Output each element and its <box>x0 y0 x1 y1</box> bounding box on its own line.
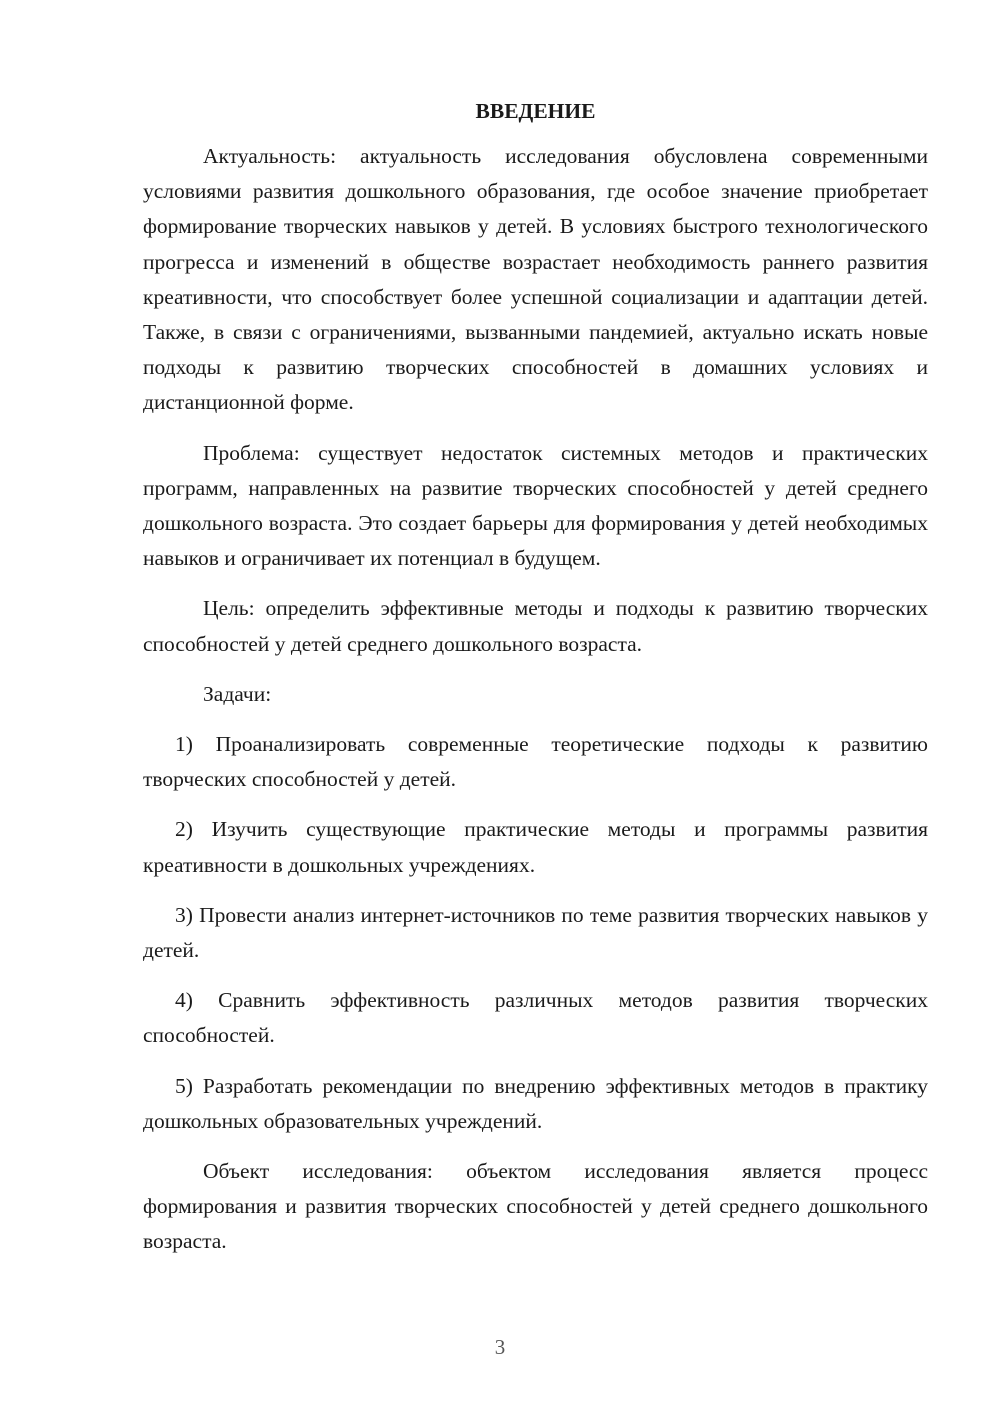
object-paragraph: Объект исследования: объектом исследования является процесс формирования и развития творческих способностей у детей среднего дошкольного возраста. <box>143 1159 928 1254</box>
page-number: 3 <box>494 1335 506 1359</box>
task-item: 1) Проанализировать современные теоретические подходы к развитию творческих способностей у детей. <box>143 732 928 792</box>
task-item: 2) Изучить существующие практические методы и программы развития креативности в дошкольных учреждениях. <box>143 817 928 877</box>
tasks-heading: Задачи: <box>203 681 272 706</box>
page-content <box>143 94 928 1260</box>
goal-paragraph: Цель: определить эффективные методы и подходы к развитию творческих способностей у детей среднего дошкольного возраста. <box>143 596 928 656</box>
task-item: 3) Провести анализ интернет-источников по теме развития творческих навыков у детей. <box>143 902 928 963</box>
task-item: 5) Разработать рекомендации по внедрению эффективных методов в практику дошкольных образовательных учреждений. <box>143 1073 928 1133</box>
problem-paragraph: Проблема: существует недостаток системных методов и практических программ, направленных на развитие творческих способностей у детей среднего дошкольного возраста. Это создает барьеры для формирования у детей необходимых навыков и ограничивает их потенциал в будущем. <box>143 440 928 571</box>
section-title: ВВЕДЕНИЕ <box>475 99 596 123</box>
task-item: 4) Сравнить эффективность различных методов развития творческих способностей. <box>143 988 928 1048</box>
relevance-paragraph: Актуальность: актуальность исследования обусловлена современными условиями развития дошкольного образования, где особое значение приобретает формирование творческих навыков у детей. В условиях быстрого технологического прогресса и изменений в обществе возрастает необходимость раннего развития креативности, что способствует более успешной социализации и адаптации детей. Также, в связи с ограничениями, вызванными пандемией, актуально искать новые подходы к развитию творческих способностей в домашних условиях и дистанционной форме. <box>143 144 928 415</box>
tasks-list <box>143 727 928 1139</box>
